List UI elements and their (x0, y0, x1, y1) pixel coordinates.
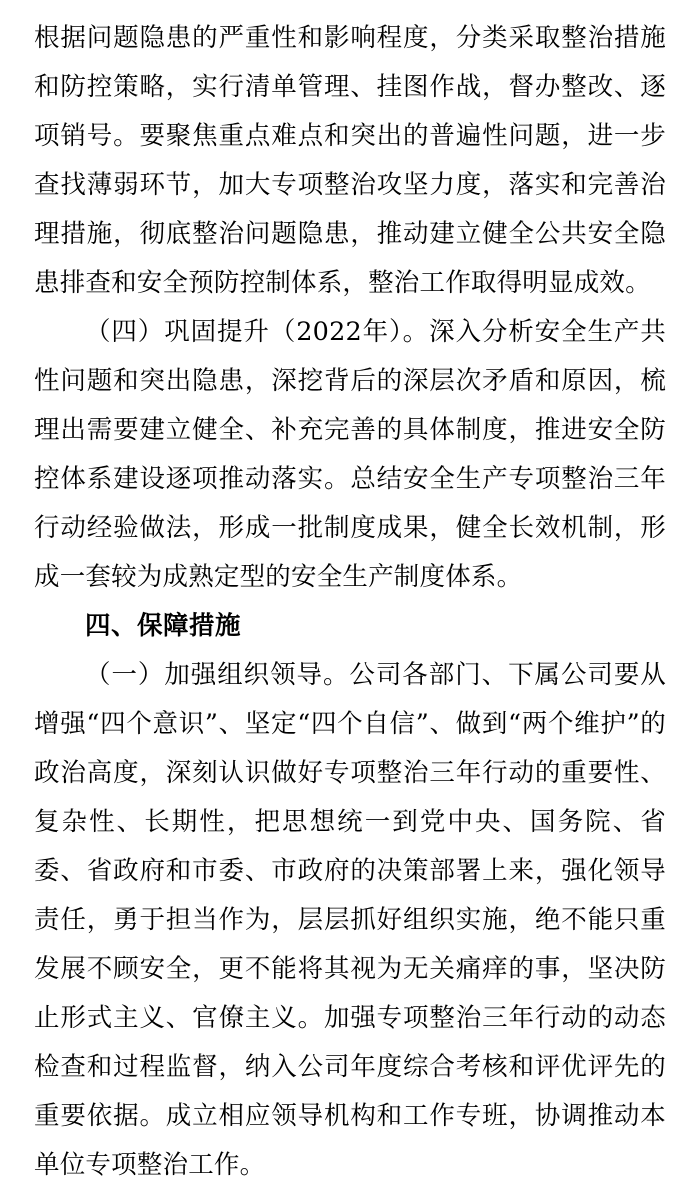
paragraph-implementation-measures: 根据问题隐患的严重性和影响程度，分类采取整治措施和防控策略，实行清单管理、挂图作战，督办整改、逐项销号。要聚焦重点难点和突出的普遍性问题，进一步查找薄弱环节，加大专项整治攻坚力度，落实和完善治理措施，彻底整治问题隐患，推动建立健全公共安全隐患排查和安全预防控制体系，整治工作取得明显成效。 (34, 23, 666, 298)
paragraph-strengthen-organizational-leadership: （一）加强组织领导。公司各部门、下属公司要从增强“四个意识”、坚定“四个自信”、做到“两个维护”的政治高度，深刻认识做好专项整治三年行动的重要性、复杂性、长期性，把思想统一到党中央、国务院、省委、省政府和市委、市政府的决策部署上来，强化领导责任，勇于担当作为，层层抓好组织实施，绝不能只重发展不顾安全，更不能将其视为无关痛痒的事，坚决防止形式主义、官僚主义。加强专项整治三年行动的动态检查和过程监督，纳入公司年度综合考核和评优评先的重要依据。成立相应领导机构和工作专班，协调推动本单位专项整治工作。 (34, 660, 666, 1180)
section-heading-safeguard-measures: 四、保障措施 (85, 611, 242, 641)
paragraph-consolidation-phase: （四）巩固提升（2022年）。深入分析安全生产共性问题和突出隐患，深挖背后的深层次矛盾和原因，梳理出需要建立健全、补充完善的具体制度，推进安全防控体系建设逐项推动落实。总结安全生产专项整治三年行动经验做法，形成一批制度成果，健全长效机制，形成一套较为成熟定型的安全生产制度体系。 (34, 317, 666, 592)
document-body (34, 14, 666, 1190)
